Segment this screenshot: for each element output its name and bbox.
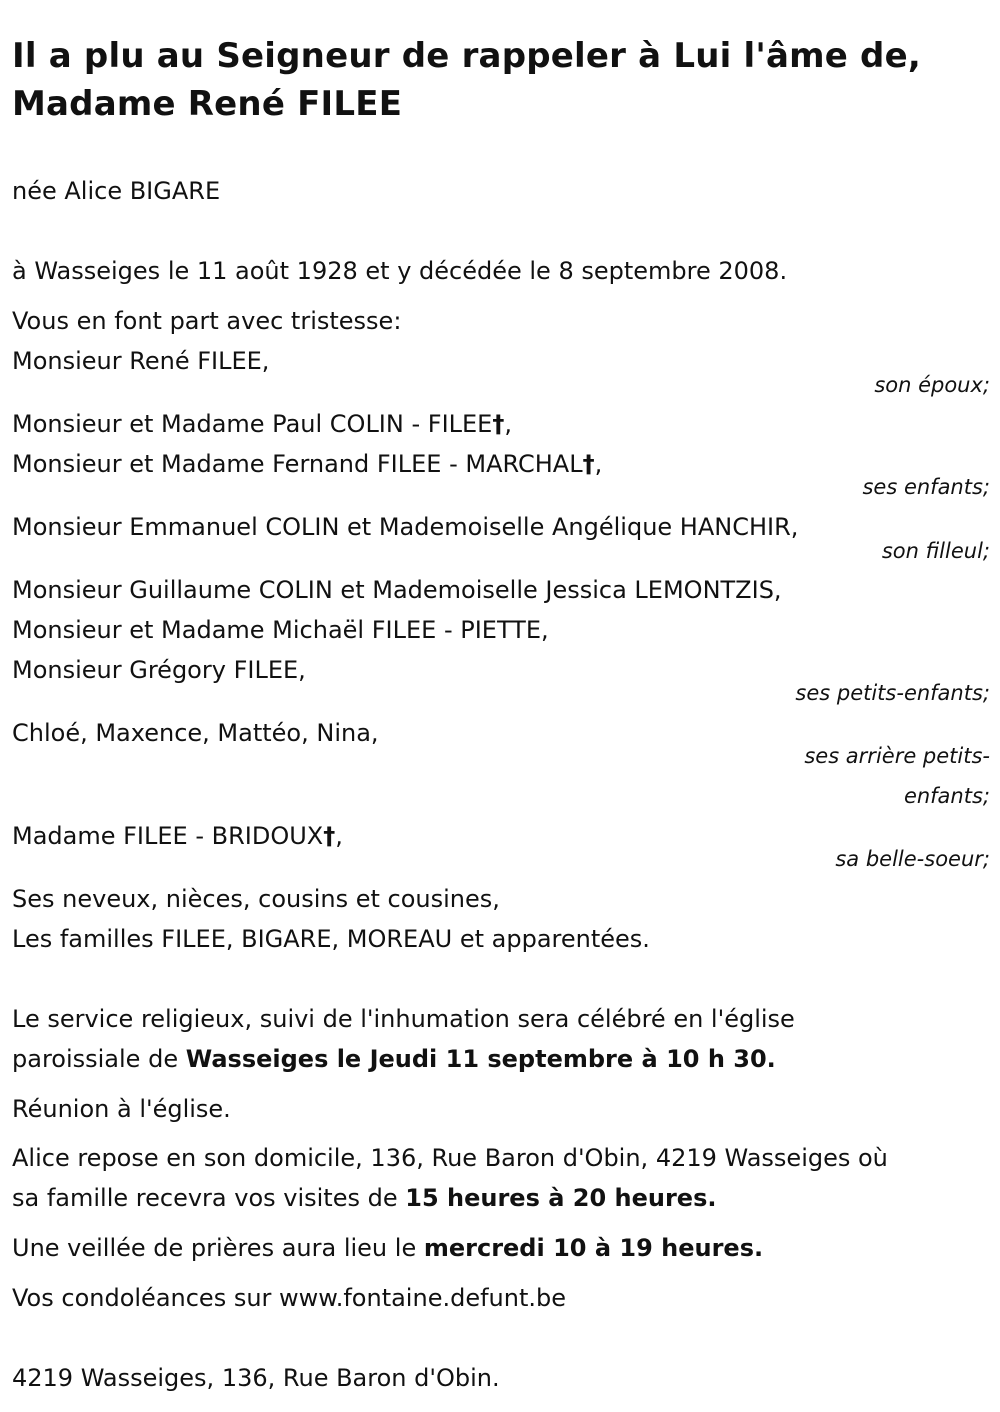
godson-role: son filleul; — [881, 539, 990, 563]
title-line-1: Il a plu au Seigneur de rappeler à Lui l'âme de, — [12, 36, 921, 76]
sister-in-law-entry — [12, 820, 343, 852]
child-suffix: , — [504, 410, 512, 438]
spouse-role: son époux; — [874, 373, 990, 397]
grandchild-entry-2: Monsieur et Madame Michaël FILEE - PIETTE, — [12, 616, 549, 644]
vigil-prefix: Une veillée de prières aura lieu le — [12, 1234, 424, 1262]
extended-family-2: Les familles FILEE, BIGARE, MOREAU et apparentées. — [12, 925, 650, 953]
visits-line-1: Alice repose en son domicile, 136, Rue Baron d'Obin, 4219 Wasseiges où — [12, 1144, 888, 1172]
cross-icon: † — [323, 822, 336, 850]
child-name: Monsieur et Madame Fernand FILEE - MARCHAL — [12, 450, 583, 478]
service-prefix: paroissiale de — [12, 1045, 186, 1073]
cross-icon: † — [582, 450, 595, 478]
condolences-line: Vos condoléances sur www.fontaine.defunt.be — [12, 1284, 566, 1312]
children-role: ses enfants; — [862, 475, 990, 499]
life-dates: à Wasseiges le 11 août 1928 et y décédée le 8 septembre 2008. — [12, 257, 788, 285]
service-line-2 — [12, 1043, 776, 1075]
visits-line-2 — [12, 1182, 716, 1214]
vigil-date-time: mercredi 10 à 19 heures. — [423, 1234, 764, 1262]
sister-in-law-suffix: , — [335, 822, 343, 850]
birth-name: née Alice BIGARE — [12, 177, 221, 205]
obituary-title — [12, 32, 921, 128]
visits-hours: 15 heures à 20 heures. — [405, 1184, 717, 1212]
child-suffix: , — [594, 450, 603, 478]
deceased-name: Madame René FILEE — [12, 84, 403, 124]
grandchildren-role: ses petits-enfants; — [795, 681, 990, 705]
child-name: Monsieur et Madame Paul COLIN - FILEE — [12, 410, 493, 438]
spouse-name: Monsieur René FILEE, — [12, 347, 270, 375]
grandchild-entry-3: Monsieur Grégory FILEE, — [12, 656, 306, 684]
child-entry-1 — [12, 408, 512, 440]
vigil-line — [12, 1232, 763, 1264]
service-line-1: Le service religieux, suivi de l'inhumation sera célébré en l'église — [12, 1005, 795, 1033]
great-grandchildren-names: Chloé, Maxence, Mattéo, Nina, — [12, 719, 379, 747]
great-grandchildren-role-line-1: ses arrière petits- — [804, 744, 990, 768]
grandchild-entry-1: Monsieur Guillaume COLIN et Mademoiselle Jessica LEMONTZIS, — [12, 576, 782, 604]
cross-icon: † — [492, 410, 505, 438]
service-date-time: Wasseiges le Jeudi 11 septembre à 10 h 30. — [185, 1045, 776, 1073]
home-address: 4219 Wasseiges, 136, Rue Baron d'Obin. — [12, 1364, 500, 1392]
sister-in-law-role: sa belle-soeur; — [835, 847, 990, 871]
sister-in-law-name: Madame FILEE - BRIDOUX — [12, 822, 324, 850]
visits-prefix: sa famille recevra vos visites de — [12, 1184, 406, 1212]
godson-name: Monsieur Emmanuel COLIN et Mademoiselle Angélique HANCHIR, — [12, 513, 799, 541]
great-grandchildren-role-line-2: enfants; — [903, 784, 990, 808]
announcement-intro: Vous en font part avec tristesse: — [12, 307, 402, 335]
meeting-note: Réunion à l'église. — [12, 1095, 231, 1123]
child-entry-2 — [12, 448, 602, 480]
extended-family-1: Ses neveux, nièces, cousins et cousines, — [12, 885, 500, 913]
